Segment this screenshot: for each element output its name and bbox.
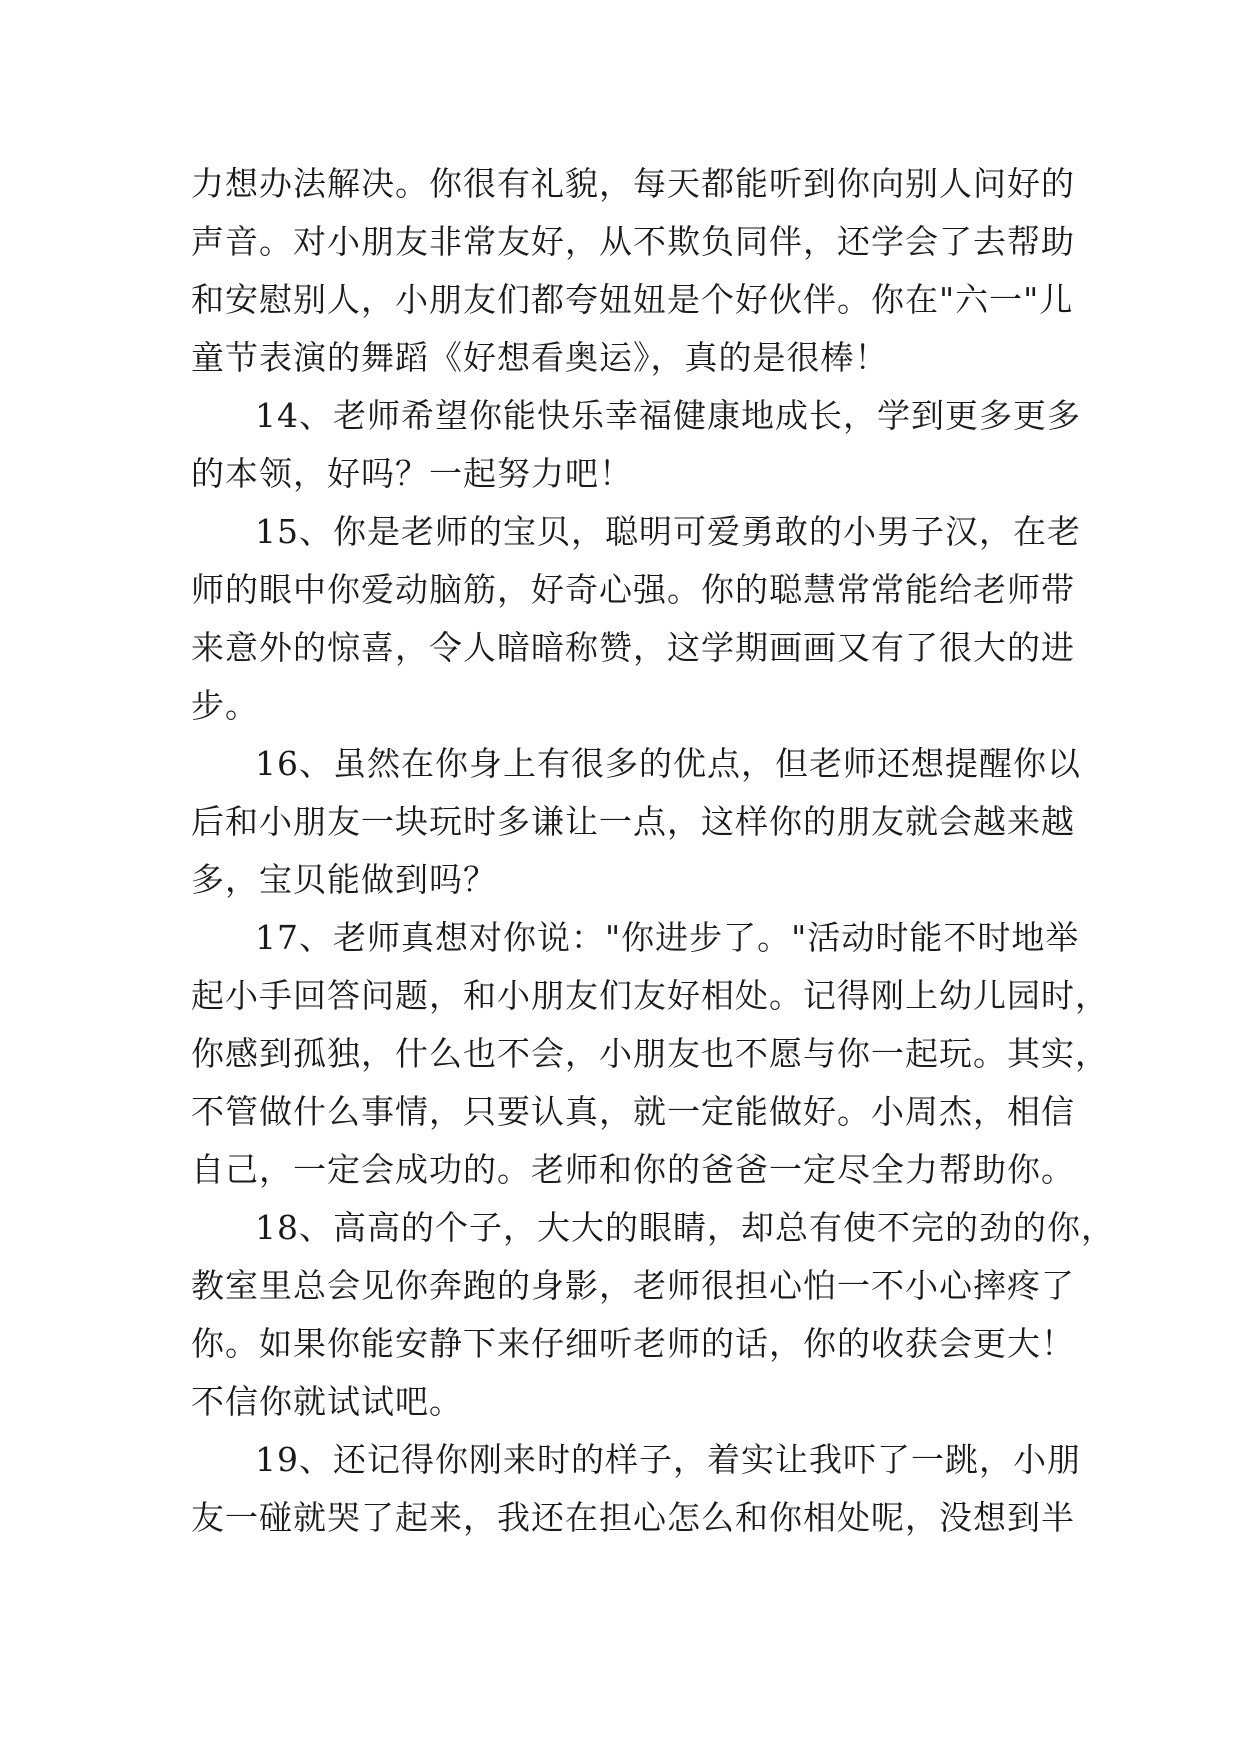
text-line: 师的眼中你爱动脑筋，好奇心强。你的聪慧常常能给老师带 bbox=[191, 570, 1075, 609]
text-line: 不信你就试试吧。 bbox=[191, 1382, 463, 1421]
text-line: 友一碰就哭了起来，我还在担心怎么和你相处呢，没想到半 bbox=[191, 1498, 1075, 1537]
text-line: 和安慰别人，小朋友们都夸妞妞是个好伙伴。你在"六一"儿 bbox=[191, 280, 1074, 319]
text-line: 起小手回答问题，和小朋友们友好相处。记得刚上幼儿园时， bbox=[191, 976, 1109, 1015]
paragraph-start-14: 14、老师希望你能快乐幸福健康地成长，学到更多更多 bbox=[255, 396, 1081, 435]
text-line: 不管做什么事情，只要认真，就一定能做好。小周杰，相信 bbox=[191, 1092, 1075, 1131]
text-line: 多，宝贝能做到吗？ bbox=[191, 860, 497, 899]
text-line: 声音。对小朋友非常友好，从不欺负同伴，还学会了去帮助 bbox=[191, 222, 1075, 261]
paragraph-start-18: 18、高高的个子，大大的眼睛，却总有使不完的劲的你， bbox=[255, 1208, 1115, 1247]
text-line: 后和小朋友一块玩时多谦让一点，这样你的朋友就会越来越 bbox=[191, 802, 1075, 841]
text-line: 童节表演的舞蹈《好想看奥运》，真的是很棒！ bbox=[191, 338, 889, 377]
paragraph-start-19: 19、还记得你刚来时的样子，着实让我吓了一跳，小朋 bbox=[255, 1440, 1081, 1479]
text-line: 自己，一定会成功的。老师和你的爸爸一定尽全力帮助你。 bbox=[191, 1150, 1075, 1189]
text-line: 教室里总会见你奔跑的身影，老师很担心怕一不小心摔疼了 bbox=[191, 1266, 1075, 1305]
text-line: 的本领，好吗？一起努力吧！ bbox=[191, 454, 633, 493]
text-line: 力想办法解决。你很有礼貌，每天都能听到你向别人问好的 bbox=[191, 164, 1075, 203]
text-line: 步。 bbox=[191, 686, 259, 725]
text-line: 你感到孤独，什么也不会，小朋友也不愿与你一起玩。其实， bbox=[191, 1034, 1109, 1073]
paragraph-start-15: 15、你是老师的宝贝，聪明可爱勇敢的小男子汉，在老 bbox=[255, 512, 1081, 551]
text-line: 来意外的惊喜，令人暗暗称赞，这学期画画又有了很大的进 bbox=[191, 628, 1075, 667]
paragraph-start-16: 16、虽然在你身上有很多的优点，但老师还想提醒你以 bbox=[255, 744, 1081, 783]
text-line: 你。如果你能安静下来仔细听老师的话，你的收获会更大！ bbox=[191, 1324, 1075, 1363]
paragraph-start-17: 17、老师真想对你说："你进步了。"活动时能不时地举 bbox=[255, 918, 1080, 957]
